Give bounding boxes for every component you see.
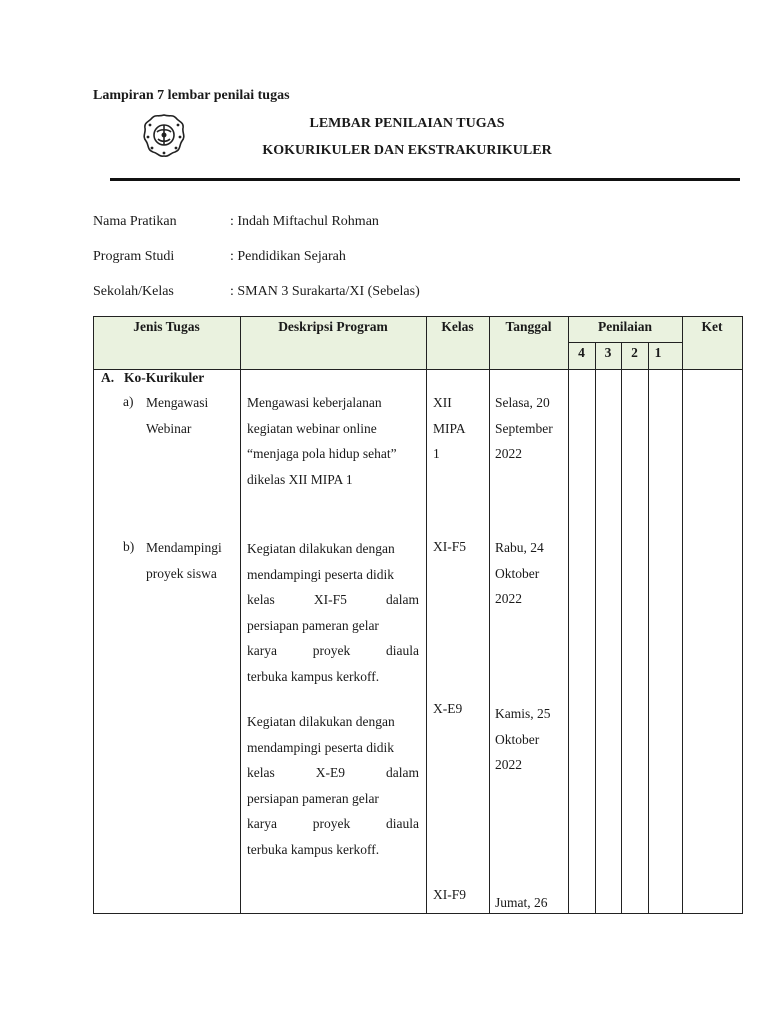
header-score-1: 1: [654, 345, 662, 360]
page-title-line2: KOKURIKULER DAN EKSTRAKURIKULER: [262, 143, 552, 158]
info-label-school: Sekolah/Kelas: [93, 284, 174, 299]
item-a-task: Mengawasi Webinar: [146, 395, 209, 436]
item-b-tanggal: Rabu, 24 Oktober 2022: [495, 540, 544, 606]
item-b-description: Kegiatan dilakukan dengan mendampingi peserta didik kelas XI-F5 dalam persiapan pameran gelar karya proyek diaula terbuka kampus kerkoff.: [247, 541, 419, 684]
header-deskripsi-program: Deskripsi Program: [278, 319, 388, 334]
page-title-line1: LEMBAR PENILAIAN TUGAS: [309, 116, 505, 131]
item-b2-tanggal: Kamis, 25 Oktober 2022: [495, 706, 551, 772]
attachment-caption: Lampiran 7 lembar penilai tugas: [93, 88, 290, 103]
info-value-school: : SMAN 3 Surakarta/XI (Sebelas): [230, 284, 420, 299]
info-value-name: : Indah Miftachul Rohman: [230, 214, 379, 229]
header-divider: [110, 178, 740, 181]
info-value-program: : Pendidikan Sejarah: [230, 249, 346, 264]
item-b-marker: b): [123, 539, 135, 554]
item-b3-kelas: XI-F9: [433, 887, 466, 902]
header-jenis-tugas: Jenis Tugas: [133, 319, 200, 334]
item-a-description: Mengawasi keberjalanan kegiatan webinar online “menjaga pola hidup sehat” dikelas XII MIPA 1: [247, 395, 397, 487]
header-ket: Ket: [701, 319, 723, 334]
header-kelas: Kelas: [441, 319, 474, 334]
item-a-kelas: XII MIPA 1: [433, 395, 466, 461]
item-b2-kelas: X-E9: [433, 701, 463, 716]
header-tanggal: Tanggal: [505, 319, 552, 334]
header-score-3: 3: [604, 345, 612, 360]
header-penilaian: Penilaian: [597, 319, 652, 334]
item-b2-description: Kegiatan dilakukan dengan mendampingi peserta didik kelas X-E9 dalam persiapan pameran gelar karya proyek diaula terbuka kampus kerkoff.: [247, 714, 419, 857]
info-label-program: Program Studi: [93, 249, 175, 264]
item-b-kelas: XI-F5: [433, 539, 466, 554]
item-b-task: Mendampingi proyek siswa: [146, 540, 222, 581]
header-score-2: 2: [631, 345, 638, 360]
info-label-name: Nama Pratikan: [93, 214, 177, 229]
header-score-4: 4: [578, 345, 585, 360]
item-b3-tanggal: Jumat, 26: [495, 895, 548, 910]
assessment-table: [93, 316, 743, 914]
section-marker: A.: [101, 370, 115, 385]
item-a-marker: a): [123, 394, 134, 409]
item-a-tanggal: Selasa, 20 September 2022: [495, 395, 553, 461]
section-title: Ko-Kurikuler: [124, 370, 205, 385]
